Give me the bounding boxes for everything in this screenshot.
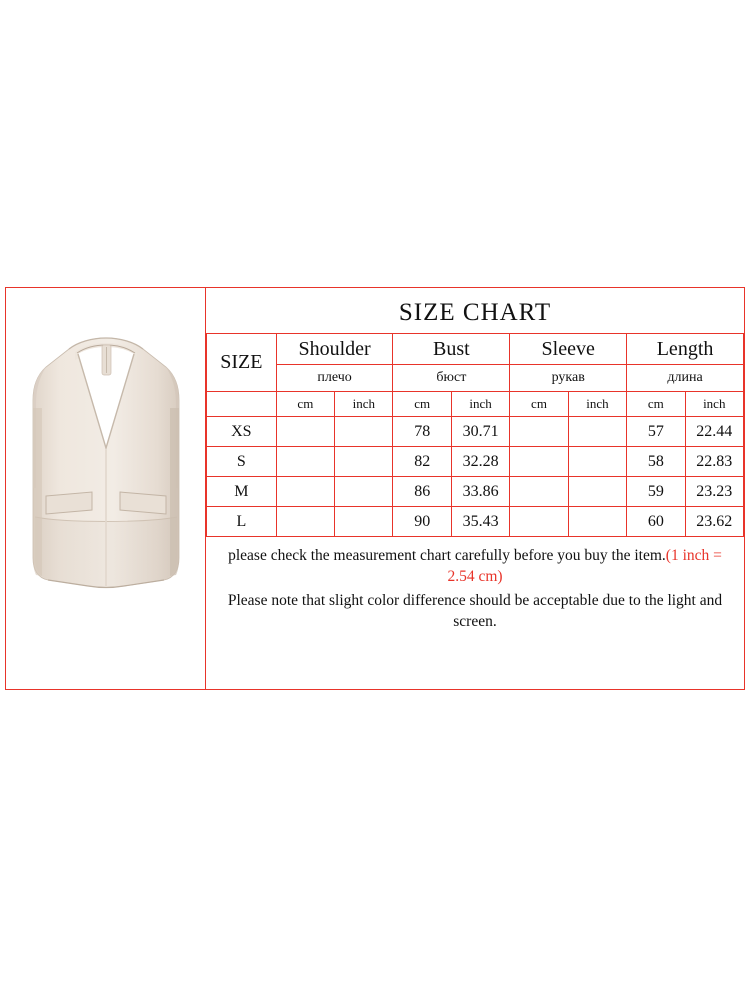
cell-bust-cm: 86 — [393, 477, 451, 507]
unit-sleeve-inch: inch — [568, 392, 626, 417]
cell-length-inch: 23.23 — [685, 477, 743, 507]
size-chart-panel — [206, 288, 744, 689]
cell-bust-inch: 30.71 — [451, 417, 509, 447]
table-row — [207, 477, 744, 507]
unit-shoulder-cm: cm — [276, 392, 334, 417]
header-sleeve-ru: рукав — [510, 365, 627, 392]
garment-illustration — [6, 288, 206, 689]
page-title: SIZE CHART — [398, 299, 552, 326]
product-image-panel — [6, 288, 206, 689]
table-header-row-ru — [207, 365, 744, 392]
cell-bust-cm: 90 — [393, 507, 451, 537]
size-table — [206, 333, 744, 537]
cell-size: L — [207, 507, 277, 537]
cell-bust-inch: 35.43 — [451, 507, 509, 537]
note-inch-conversion: (1 inch = 2.54 cm) — [447, 547, 722, 586]
table-row — [207, 447, 744, 477]
cell-shoulder-cm — [276, 507, 334, 537]
unit-spacer — [207, 392, 277, 417]
unit-bust-cm: cm — [393, 392, 451, 417]
cell-shoulder-inch — [335, 417, 393, 447]
measurement-notes — [206, 537, 744, 633]
note-line-1 — [216, 545, 734, 588]
table-row — [207, 507, 744, 537]
cell-sleeve-cm — [510, 477, 568, 507]
cell-sleeve-cm — [510, 507, 568, 537]
cell-size: S — [207, 447, 277, 477]
cell-length-inch: 22.83 — [685, 447, 743, 477]
unit-length-inch: inch — [685, 392, 743, 417]
cell-length-cm: 59 — [627, 477, 685, 507]
cell-sleeve-cm — [510, 447, 568, 477]
cell-sleeve-cm — [510, 417, 568, 447]
cell-shoulder-cm — [276, 477, 334, 507]
header-bust-ru: бюст — [393, 365, 510, 392]
table-row — [207, 417, 744, 447]
cell-length-cm: 58 — [627, 447, 685, 477]
header-bust-en: Bust — [393, 334, 510, 365]
cell-length-inch: 22.44 — [685, 417, 743, 447]
size-chart-sheet — [5, 287, 745, 690]
header-sleeve-en: Sleeve — [510, 334, 627, 365]
header-length-ru: длина — [627, 365, 744, 392]
note-measure-text: please check the measurement chart carefully before you buy the item. — [228, 547, 666, 564]
header-size-label: SIZE — [207, 334, 277, 392]
cell-shoulder-cm — [276, 447, 334, 477]
unit-length-cm: cm — [627, 392, 685, 417]
table-header-row-en — [207, 334, 744, 365]
cell-shoulder-inch — [335, 507, 393, 537]
note-line-2: Please note that slight color difference should be acceptable due to the light and screen. — [227, 591, 723, 631]
header-shoulder-en: Shoulder — [276, 334, 393, 365]
table-header-row-units — [207, 392, 744, 417]
unit-sleeve-cm: cm — [510, 392, 568, 417]
header-length-en: Length — [627, 334, 744, 365]
cell-length-cm: 60 — [627, 507, 685, 537]
cell-shoulder-inch — [335, 447, 393, 477]
cell-sleeve-inch — [568, 417, 626, 447]
cell-size: M — [207, 477, 277, 507]
cell-sleeve-inch — [568, 477, 626, 507]
cell-length-cm: 57 — [627, 417, 685, 447]
cell-bust-cm: 82 — [393, 447, 451, 477]
header-shoulder-ru: плечо — [276, 365, 393, 392]
cell-sleeve-inch — [568, 447, 626, 477]
cell-bust-inch: 33.86 — [451, 477, 509, 507]
unit-bust-inch: inch — [451, 392, 509, 417]
cell-shoulder-cm — [276, 417, 334, 447]
cell-length-inch: 23.62 — [685, 507, 743, 537]
vest-top-image — [6, 288, 206, 689]
cell-bust-inch: 32.28 — [451, 447, 509, 477]
cell-sleeve-inch — [568, 507, 626, 537]
cell-shoulder-inch — [335, 477, 393, 507]
unit-shoulder-inch: inch — [335, 392, 393, 417]
cell-size: XS — [207, 417, 277, 447]
cell-bust-cm: 78 — [393, 417, 451, 447]
